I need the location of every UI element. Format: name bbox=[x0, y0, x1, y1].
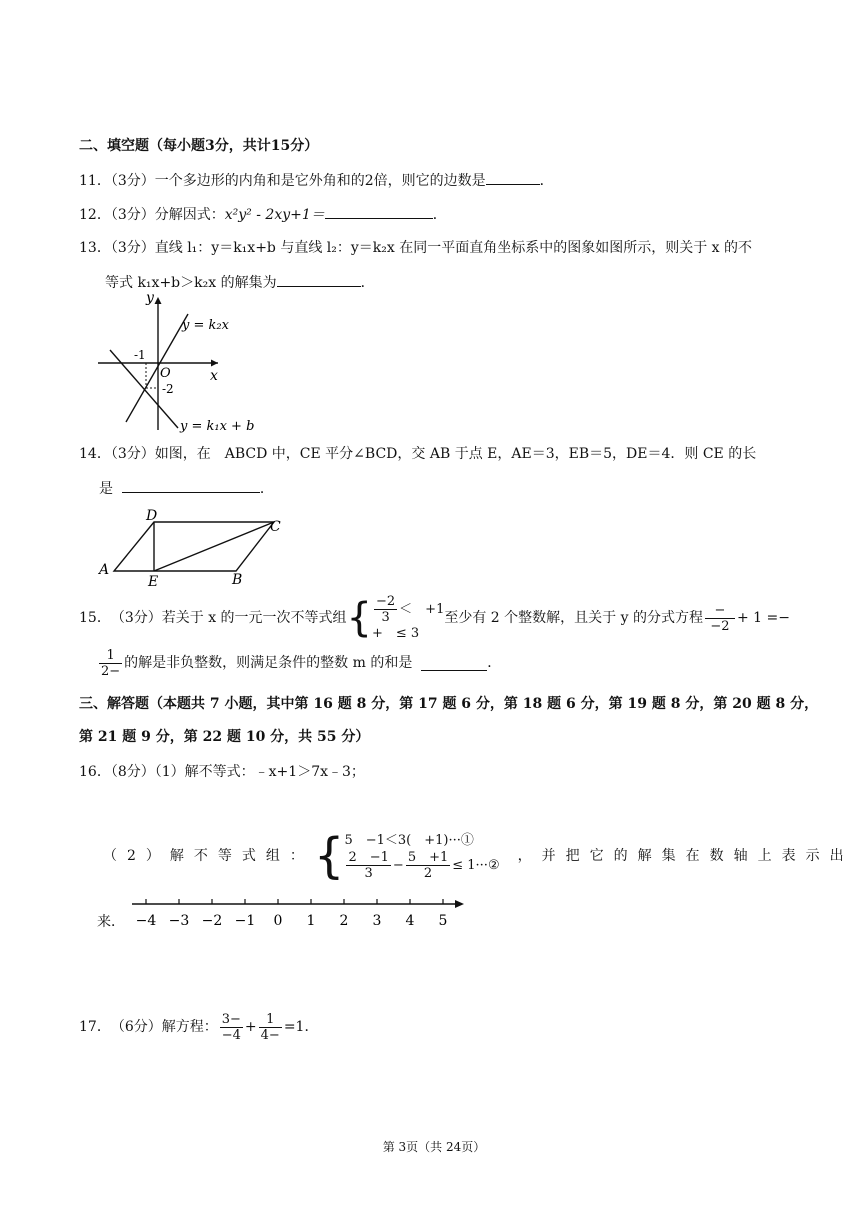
q16-inequality-system bbox=[344, 832, 499, 881]
q15-score: （3分） bbox=[110, 610, 162, 626]
number-line-tick-label: 4 bbox=[405, 913, 415, 929]
q13-number: 13． bbox=[79, 240, 111, 256]
q16-part2-label: （2）解不等式组： bbox=[103, 848, 314, 864]
q14-label-D: D bbox=[146, 508, 158, 524]
q15-sys-r1-rest: ＜ +1 bbox=[399, 601, 445, 617]
q16-number: 16． bbox=[79, 764, 111, 780]
q12-expression: x²y² - 2xy+1＝ bbox=[224, 207, 325, 223]
q13-x-arrow bbox=[211, 360, 218, 367]
q16-sys2a-den: 3 bbox=[364, 865, 373, 881]
number-line-tick-label: −2 bbox=[201, 913, 223, 929]
q11-end: ． bbox=[539, 173, 554, 189]
question-15-line1 bbox=[79, 593, 790, 641]
q12-end: ． bbox=[432, 207, 447, 223]
q15-number: 15． bbox=[79, 610, 111, 626]
q13-text-line1: 直线 l₁：y＝k₁x+b 与直线 l₂：y＝k₂x 在同一平面直角坐标系中的图象如图所示，则关于 x 的不 bbox=[154, 240, 753, 256]
q14-score: （3分） bbox=[110, 446, 155, 462]
number-line-tick-label: 3 bbox=[372, 913, 382, 929]
number-line-tick-label: 2 bbox=[339, 913, 349, 929]
q17-plus: + bbox=[244, 1019, 257, 1035]
q16-sys2a-num: 2 −1 bbox=[348, 849, 389, 865]
q15-eq-frac-num: − bbox=[705, 603, 735, 619]
section-2-title: 二、填空题（每小题3分，共计15分） bbox=[79, 138, 319, 154]
q12-prefix: 分解因式： bbox=[154, 207, 225, 223]
q13-answer-blank bbox=[277, 272, 361, 287]
q14-text-line2: 是 bbox=[99, 481, 113, 497]
q14-answer-blank bbox=[122, 478, 260, 493]
question-16-part1 bbox=[79, 762, 365, 782]
question-13-line1 bbox=[79, 238, 752, 258]
q16-number-line bbox=[128, 892, 468, 932]
q14-end: ． bbox=[259, 481, 274, 497]
q12-score: （3分） bbox=[110, 207, 155, 223]
q13-score: （3分） bbox=[110, 240, 155, 256]
question-14-line2 bbox=[99, 478, 274, 499]
q11-number: 11． bbox=[79, 173, 111, 189]
q12-number: 12． bbox=[79, 207, 111, 223]
q13-y-label: y bbox=[146, 292, 154, 306]
q17-frac1-den: −4 bbox=[221, 1027, 241, 1043]
q16-part2-line2: 来． bbox=[97, 914, 125, 930]
number-line-tick-label: 0 bbox=[273, 913, 283, 929]
question-14-line1 bbox=[79, 444, 756, 464]
q14-text-line1: 如图，在 ABCD 中，CE 平分∠BCD，交 AB 于点 E，AE＝3，EB＝5，DE＝4．则 CE 的长 bbox=[154, 446, 757, 462]
question-17 bbox=[79, 1006, 318, 1048]
section-3-title-line2: 第 21 题 9 分，第 22 题 10 分，共 55 分） bbox=[79, 729, 370, 745]
q15-system-brace: { bbox=[346, 595, 372, 641]
q13-end: ． bbox=[360, 275, 375, 291]
q12-answer-blank bbox=[325, 204, 433, 219]
q16-sys2-rest: ≤ 1···② bbox=[452, 857, 500, 873]
q16-sys2-minus: − bbox=[392, 857, 404, 873]
q13-l2-label: y = k₂x bbox=[182, 318, 229, 333]
q15-eq-frac-den: −2 bbox=[710, 618, 730, 634]
number-line-arrow bbox=[455, 900, 464, 908]
q15-eq-rest: + 1 =− bbox=[736, 610, 790, 626]
q16-sys2b-den: 2 bbox=[423, 865, 433, 881]
q17-rest: =1． bbox=[283, 1019, 319, 1035]
q14-label-B: B bbox=[232, 572, 243, 588]
number-line-tick-label: 1 bbox=[306, 913, 316, 929]
q16-system-brace: { bbox=[313, 828, 345, 884]
q14-parallelogram bbox=[114, 522, 274, 571]
q13-text-line2: 等式 k₁x+b＞k₂x 的解集为 bbox=[105, 275, 277, 291]
q16-sys-1: 5 −1＜3( +1)···① bbox=[344, 832, 474, 848]
q14-number: 14． bbox=[79, 446, 111, 462]
q16-sys2b-num: 5 +1 bbox=[407, 849, 449, 865]
q13-l1-label: y = k₁x + b bbox=[180, 419, 255, 434]
q15-text-3: 的解是非负整数，则满足条件的整数 m 的和是 bbox=[124, 655, 413, 671]
q15-sys-r1-den: 3 bbox=[381, 609, 390, 625]
page-footer: 第 3页（共 24页） bbox=[382, 1140, 486, 1154]
q13-label-neg2: -2 bbox=[162, 382, 174, 396]
q17-score: （6分） bbox=[110, 1019, 162, 1035]
q13-label-neg1: -1 bbox=[134, 348, 146, 362]
q13-figure bbox=[96, 292, 256, 436]
number-line-tick-label: −1 bbox=[234, 913, 256, 929]
q13-line-l2 bbox=[126, 314, 188, 422]
q15-l2-frac-num: 1 bbox=[99, 648, 122, 664]
q17-frac2-den: 4− bbox=[260, 1027, 280, 1043]
q13-origin-label: O bbox=[160, 366, 171, 381]
q11-answer-blank bbox=[486, 170, 540, 185]
q16-score: （8分） bbox=[110, 764, 155, 780]
question-13-line2 bbox=[105, 272, 375, 293]
q16-part1-text: （1）解不等式：﹣x+1＞7x﹣3； bbox=[154, 764, 365, 780]
q17-number: 17． bbox=[79, 1019, 111, 1035]
q15-answer-blank bbox=[421, 656, 487, 671]
q16-part2-tail: ，并把它的解集在数轴上表示出 bbox=[517, 848, 854, 864]
q13-x-label: x bbox=[210, 368, 218, 384]
q15-sys-r1-num: −2 bbox=[376, 593, 396, 609]
q13-y-arrow bbox=[155, 297, 162, 304]
question-15-line2 bbox=[97, 643, 501, 683]
number-line-tick-label: −3 bbox=[168, 913, 190, 929]
q15-inequality-system bbox=[372, 594, 444, 643]
question-12 bbox=[79, 204, 447, 225]
section-3-title-line1: 三、解答题（本题共 7 小题，其中第 16 题 8 分，第 17 题 6 分，第 18 题 6 分，第 19 题 8 分，第 20 题 8 分， bbox=[79, 696, 819, 712]
question-11 bbox=[79, 170, 554, 191]
q17-frac1-num: 3− bbox=[221, 1011, 241, 1027]
q17-prefix: 解方程： bbox=[161, 1019, 218, 1035]
q15-sys-r2: + ≤ 3 bbox=[372, 625, 420, 641]
number-line-tick-label: 5 bbox=[438, 913, 448, 929]
q11-text: 一个多边形的内角和是它外角和的2倍，则它的边数是 bbox=[154, 173, 486, 189]
q14-label-E: E bbox=[148, 574, 159, 590]
q17-frac2-num: 1 bbox=[259, 1012, 282, 1028]
number-line-tick-label: −4 bbox=[135, 913, 157, 929]
q14-segment-CE bbox=[154, 522, 274, 571]
q15-text-1: 若关于 x 的一元一次不等式组 bbox=[161, 610, 347, 626]
q14-label-A: A bbox=[99, 562, 110, 578]
question-16-part2 bbox=[103, 829, 854, 883]
q14-figure bbox=[96, 506, 296, 592]
q11-score: （3分） bbox=[110, 173, 155, 189]
q15-text-2: 至少有 2 个整数解，且关于 y 的分式方程 bbox=[444, 610, 703, 626]
q15-end: ． bbox=[487, 655, 502, 671]
q15-l2-frac-den: 2− bbox=[101, 663, 121, 679]
q14-label-C: C bbox=[270, 519, 281, 535]
